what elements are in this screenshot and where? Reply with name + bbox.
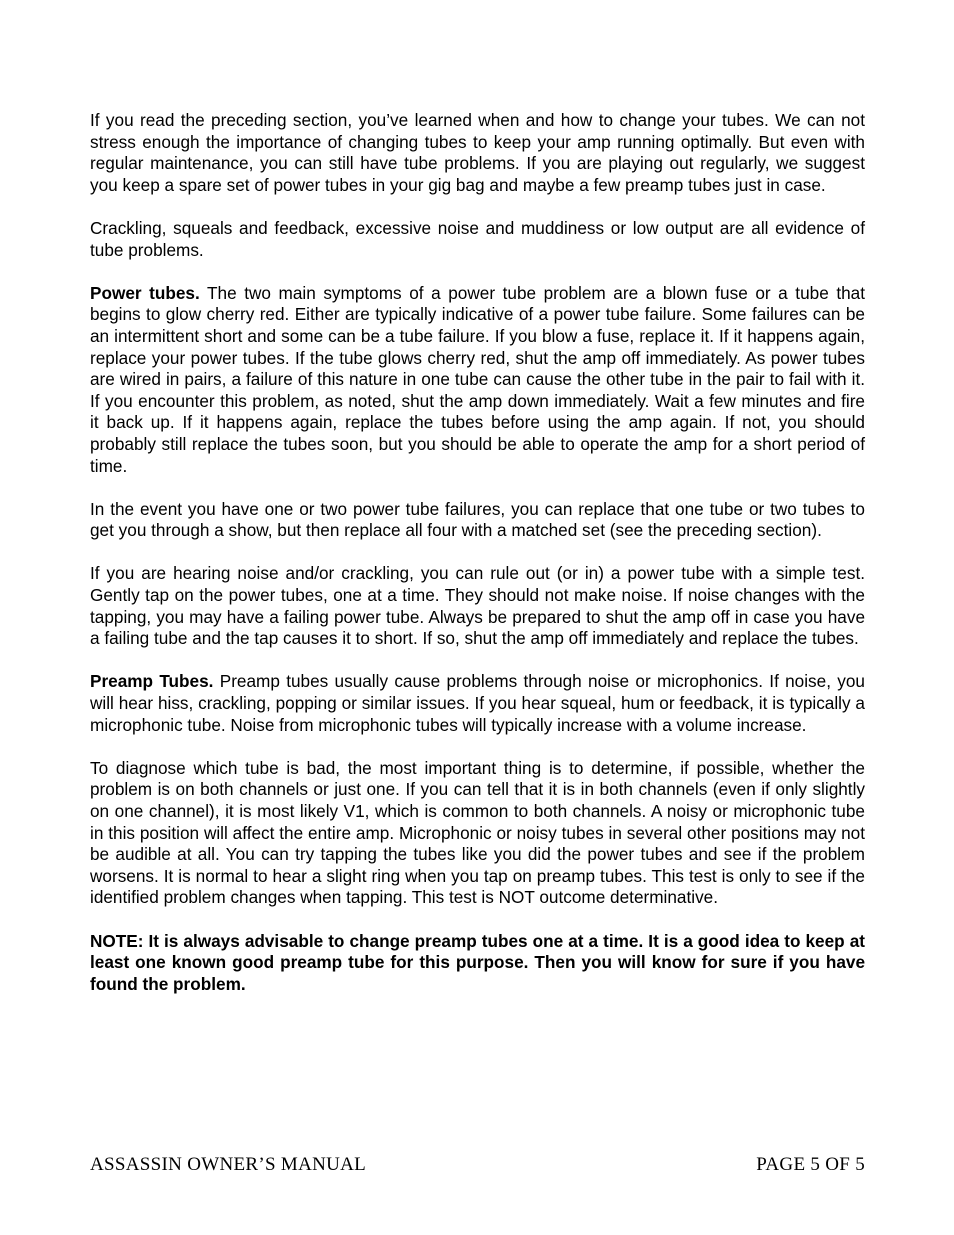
preamp-tubes-heading: Preamp Tubes. <box>90 671 214 692</box>
footer-page-number: PAGE 5 OF 5 <box>756 1154 865 1175</box>
paragraph-preamp-tubes <box>90 671 865 736</box>
power-tubes-heading: Power tubes. <box>90 282 200 303</box>
paragraph-intro: If you read the preceding section, you’ve learned when and how to change your tubes. We can not stress enough the importance of changing tubes to keep your amp running optimally. But even with regular maintenance, you can still have tube problems. If you are playing out regularly, we suggest you keep a spare set of power tubes in your gig bag and maybe a few preamp tubes just in case. <box>90 110 865 195</box>
paragraph-power-tube-failures: In the event you have one or two power tube failures, you can replace that one tube or two tubes to get you through a show, but then replace all four with a matched set (see the preceding section). <box>90 498 865 541</box>
manual-page-body <box>90 110 865 1017</box>
note-paragraph: NOTE: It is always advisable to change preamp tubes one at a time. It is a good idea to keep at least one known good preamp tube for this purpose. Then you will know for sure if you have found the problem. <box>90 930 865 994</box>
footer-manual-title: ASSASSIN OWNER’S MANUAL <box>90 1154 367 1175</box>
power-tubes-text: The two main symptoms of a power tube problem are a blown fuse or a tube that begins to glow cherry red. Either are typically indicative of a power tube failure. Some failures can be an intermittent short and some can be a tube failure. If you blow a fuse, replace it. If it happens again, replace your power tubes. If the tube glows cherry red, shut the amp off immediately. As power tubes are wired in pairs, a failure of this nature in one tube can cause the other tube in the pair to fail with it. If you encounter this problem, as noted, shut the amp down immediately. Wait a few minutes and fire it back up. If it happens again, replace the tubes before using the amp again. If not, you should probably still replace the tubes soon, but you should be able to operate the amp for a short period of time. <box>90 282 865 476</box>
page-footer <box>90 1154 865 1176</box>
paragraph-tap-test: If you are hearing noise and/or crackling, you can rule out (or in) a power tube with a simple test. Gently tap on the power tubes, one at a time. They should not make noise. If noise changes with the tapping, you may have a failing power tube. Always be prepared to shut the amp off in case you have a failing tube and the tap causes it to short. If so, shut the amp off immediately and replace the tubes. <box>90 563 865 649</box>
paragraph-symptoms: Crackling, squeals and feedback, excessive noise and muddiness or low output are all evidence of tube problems. <box>90 217 865 260</box>
paragraph-power-tubes <box>90 283 865 477</box>
preamp-tubes-text: Preamp tubes usually cause problems through noise or microphonics. If noise, you will hear hiss, crackling, popping or similar issues. If you hear squeal, hum or feedback, it is typically a microphonic tube. Noise from microphonic tubes will typically increase with a volume increase. <box>90 671 865 735</box>
paragraph-diagnose: To diagnose which tube is bad, the most important thing is to determine, if possible, whether the problem is on both channels or just one. If you can tell that it is in both channels (even if only slightly on one channel), it is most likely V1, which is common to both channels. A noisy or microphonic tube in this position will affect the entire amp. Microphonic or noisy tubes in several other positions may not be audible at all. You can try tapping the tubes like you did the power tubes and see if the problem worsens. It is normal to hear a slight ring when you tap on preamp tubes. This test is only to see if the identified problem changes when tapping. This test is NOT outcome determinative. <box>90 757 865 908</box>
